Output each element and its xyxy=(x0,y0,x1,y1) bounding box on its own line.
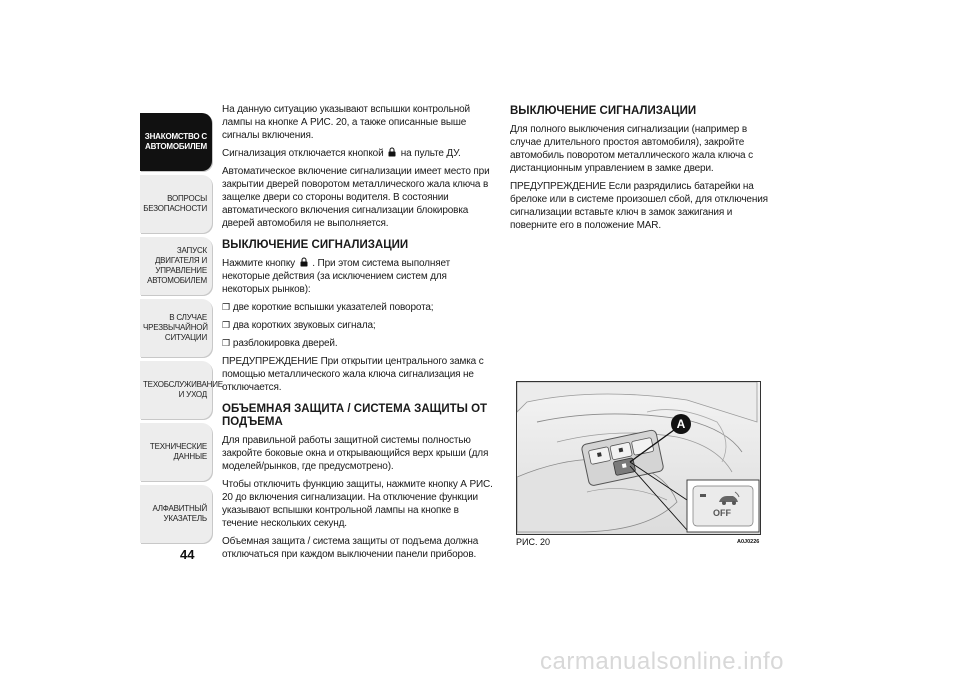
page-number: 44 xyxy=(180,547,195,562)
car-alarm-icon xyxy=(717,490,741,506)
warning-paragraph: ПРЕДУПРЕЖДЕНИЕ Если разрядились батарейки на брелоке или в системе произошел сбой, для отключения сигнализации вставьте ключ в замок зажигания и поверните его в положение MAR. xyxy=(510,181,768,231)
tab-technical-data[interactable]: ТЕХНИЧЕСКИЕ ДАННЫЕ xyxy=(140,423,212,481)
section-heading: ВЫКЛЮЧЕНИЕ СИГНАЛИЗАЦИИ xyxy=(222,239,409,251)
figure-caption: РИС. 20 xyxy=(516,537,550,547)
paragraph: Для полного выключения сигнализации (например в случае длительного простоя автомобиля), закройте автомобиль поворотом металлического жала ключа с дистанционным управлением в замке двери. xyxy=(510,124,753,174)
tab-index[interactable]: АЛФАВИТНЫЙ УКАЗАТЕЛЬ xyxy=(140,485,212,543)
list-item: ❒ две короткие вспышки указателей поворота; xyxy=(222,302,434,313)
section-heading: ВЫКЛЮЧЕНИЕ СИГНАЛИЗАЦИИ xyxy=(510,105,697,117)
checkbox-bullet-icon: ❒ xyxy=(222,320,230,330)
section-heading: ОБЪЕМНАЯ ЗАЩИТА / СИСТЕМА ЗАЩИТЫ ОТ ПОДЪЕМА xyxy=(222,403,488,428)
list-item: ❒ два коротких звуковых сигнала; xyxy=(222,320,376,331)
lock-icon xyxy=(300,257,308,267)
right-column xyxy=(510,103,775,237)
watermark: carmanualsonline.info xyxy=(540,648,784,675)
off-label: OFF xyxy=(713,508,731,518)
checkbox-bullet-icon: ❒ xyxy=(222,338,230,348)
left-column xyxy=(222,103,494,566)
paragraph: Автоматическое включение сигнализации имеет место при закрытии дверей поворотом металлического жала ключа в защелке двери со стороны водителя. В состоянии автоматического включения сигнализации блокировка дверей автомобиля не выполняется. xyxy=(222,166,490,229)
paragraph: Объемная защита / система защиты от подъема должна отключаться при каждом выключении панели приборов. xyxy=(222,536,479,560)
warning-paragraph: ПРЕДУПРЕЖДЕНИЕ При открытии центрального замка с помощью металлического жала ключа сигнализация не отключается. xyxy=(222,356,484,393)
checkbox-bullet-icon: ❒ xyxy=(222,302,230,312)
tab-safety[interactable]: ВОПРОСЫ БЕЗОПАСНОСТИ xyxy=(140,175,212,233)
paragraph: Чтобы отключить функцию защиты, нажмите кнопку А РИС. 20 до включения сигнализации. На отключение функции указывают вспышки контрольной лампы на кнопке в течение нескольких секунд. xyxy=(222,479,493,529)
tab-maintenance[interactable]: ТЕХОБСЛУЖИВАНИЕ И УХОД xyxy=(140,361,212,419)
list-item: ❒ разблокировка дверей. xyxy=(222,338,338,349)
tab-acquaintance[interactable]: ЗНАКОМСТВО С АВТОМОБИЛЕМ xyxy=(140,113,212,171)
figure-ceiling-console xyxy=(516,381,761,535)
tab-starting-driving[interactable]: ЗАПУСК ДВИГАТЕЛЯ И УПРАВЛЕНИЕ АВТОМОБИЛЕМ xyxy=(140,237,212,295)
paragraph: Для правильной работы защитной системы полностью закройте боковые окна и открывающийся верх крыши (для моделей/рынков, где предусмотрено). xyxy=(222,435,489,472)
figure-code: A0J0226 xyxy=(737,539,760,545)
lock-icon xyxy=(388,147,396,157)
tab-emergency[interactable]: В СЛУЧАЕ ЧРЕЗВЫЧАЙНОЙ СИТУАЦИИ xyxy=(140,299,212,357)
paragraph: Нажмите кнопку . При этом система выполняет некоторые действия (за исключением систем для некоторых рынков): xyxy=(222,258,451,295)
paragraph: На данную ситуацию указывают вспышки контрольной лампы на кнопке А РИС. 20, а также описанные выше сигналы включения. xyxy=(222,104,470,141)
callout-a: A xyxy=(671,414,691,434)
paragraph: Сигнализация отключается кнопкой на пульте ДУ. xyxy=(222,148,461,159)
